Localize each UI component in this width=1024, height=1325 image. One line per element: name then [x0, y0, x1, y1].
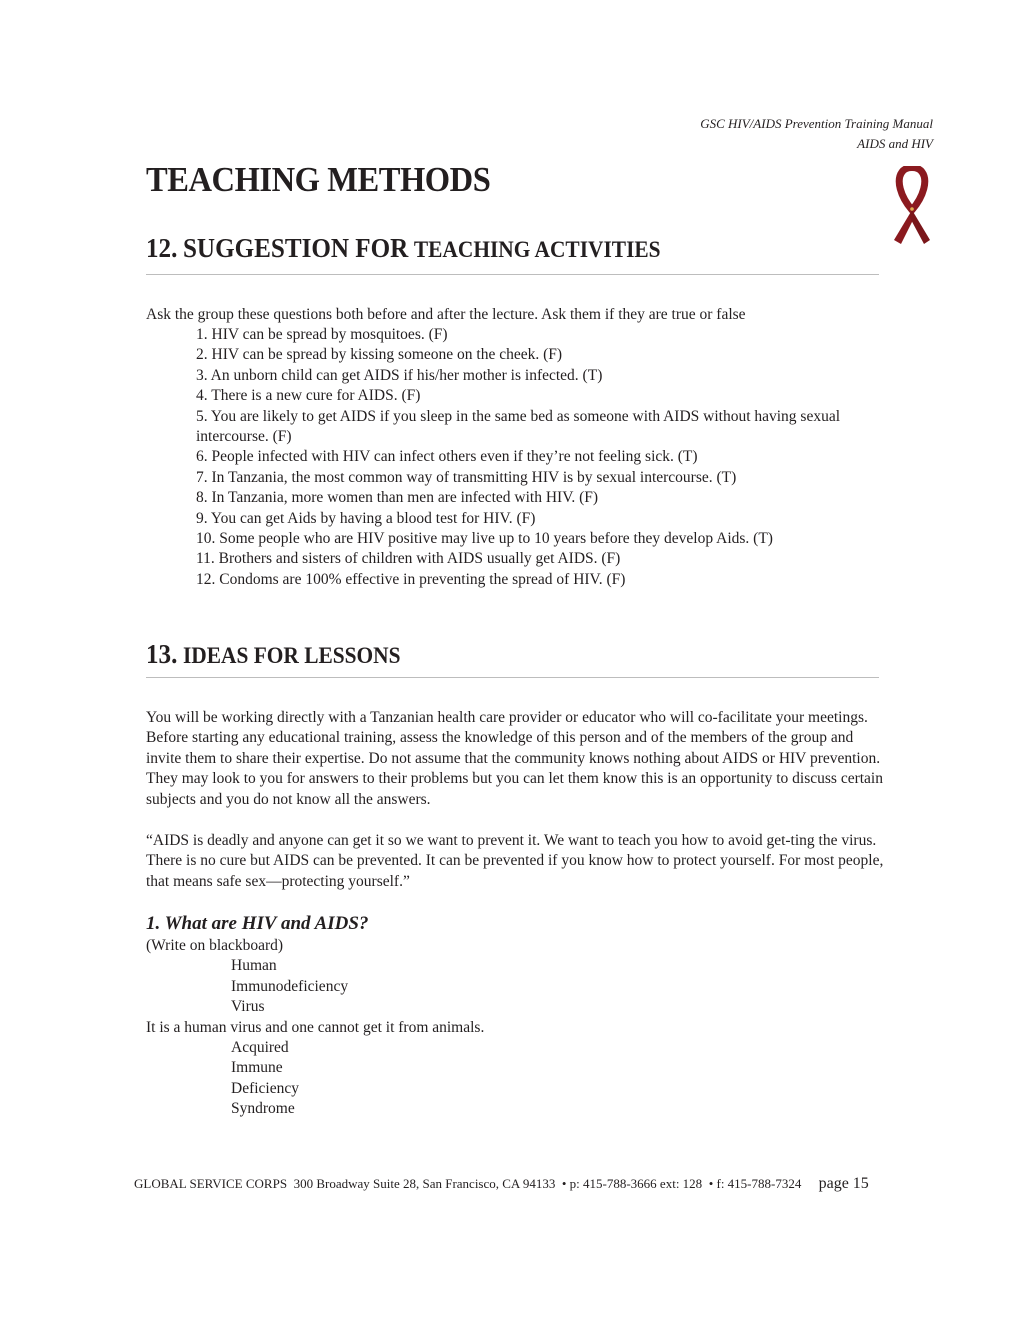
- quiz-question: 4. There is a new cure for AIDS. (F): [196, 387, 421, 405]
- page-title: TEACHING METHODS: [146, 160, 491, 199]
- quiz-question: 7. In Tanzania, the most common way of transmitting HIV is by sexual intercourse. (T): [196, 468, 737, 486]
- quiz-questions: [196, 325, 886, 590]
- acronym-word: Immune: [231, 1059, 283, 1077]
- footer-address: 300 Broadway Suite 28, San Francisco, CA 94133: [293, 1176, 556, 1191]
- manual-title: GSC HIV/AIDS Prevention Training Manual: [700, 116, 933, 131]
- section-number: 12.: [146, 233, 178, 263]
- page-number: page 15: [818, 1175, 869, 1192]
- quiz-intro: Ask the group these questions both before and after the lecture. Ask them if they are true or false: [146, 306, 746, 323]
- acronym-word: Immunodeficiency: [231, 977, 349, 995]
- section-13-heading: [146, 639, 401, 671]
- acronym-word: Acquired: [231, 1039, 289, 1057]
- chapter-title: AIDS and HIV: [857, 136, 933, 151]
- quiz-question: 9. You can get Aids by having a blood test for HIV. (F): [196, 509, 536, 527]
- quote-block: [146, 831, 886, 892]
- quiz-question: 3. An unborn child can get AIDS if his/her mother is infected. (T): [196, 366, 603, 384]
- footer-org: GLOBAL SERVICE CORPS: [134, 1176, 288, 1191]
- acronym-word: Human: [231, 957, 277, 975]
- acronym-word: Virus: [231, 998, 265, 1016]
- quiz-question: 8. In Tanzania, more women than men are infected with HIV. (F): [196, 489, 599, 507]
- quote-paragraph: “AIDS is deadly and anyone can get it so we want to prevent it. We want to teach you how to avoid get-ting the virus. There is no cure but AIDS can be prevented. It can be prevented if you know how to protect yourself. For most people, that means safe sex—protecting yourself.”: [146, 832, 884, 890]
- quiz-question: 1. HIV can be spread by mosquitoes. (F): [196, 326, 448, 343]
- section-title: IDEAS FOR LESSONS: [182, 643, 401, 668]
- acronym-word: Deficiency: [231, 1079, 299, 1097]
- quiz-question: 2. HIV can be spread by kissing someone on the cheek. (F): [196, 346, 563, 364]
- running-header: [700, 114, 933, 154]
- footer-fax: • f: 415-788-7324: [708, 1176, 802, 1191]
- quiz-question: 10. Some people who are HIV positive may live up to 10 years before they develop Aids. (T): [196, 530, 773, 548]
- page-footer: [134, 1174, 869, 1194]
- section-12-heading: [146, 233, 661, 265]
- acronym-block: [146, 936, 484, 1120]
- section-number: 13.: [146, 639, 178, 669]
- section-title-part1: SUGGESTION FOR: [182, 233, 409, 263]
- footer-phone: • p: 415-788-3666 ext: 128: [561, 1176, 703, 1191]
- red-ribbon-icon: [886, 166, 938, 246]
- quiz-question: 12. Condoms are 100% effective in preventing the spread of HIV. (F): [196, 570, 626, 588]
- statement: It is a human virus and one cannot get it from animals.: [146, 1018, 485, 1036]
- subsection-heading: 1. What are HIV and AIDS?: [146, 913, 369, 934]
- lessons-intro-block: [146, 708, 886, 810]
- section-title-part2: TEACHING ACTIVITIES: [413, 237, 661, 262]
- quiz-question: 11. Brothers and sisters of children with AIDS usually get AIDS. (F): [196, 550, 621, 568]
- blackboard-note: (Write on blackboard): [146, 937, 284, 954]
- section-divider: [146, 274, 879, 275]
- quiz-question: 6. People infected with HIV can infect others even if they’re not feeling sick. (T): [196, 448, 698, 466]
- acronym-word: Syndrome: [231, 1100, 295, 1118]
- quiz-question: 5. You are likely to get AIDS if you sleep in the same bed as someone with AIDS without having sexual intercourse. (F): [196, 407, 841, 446]
- section-divider: [146, 677, 879, 678]
- lessons-paragraph: You will be working directly with a Tanzanian health care provider or educator who will co-facilitate your meetings. Before starting any educational training, assess the knowledge of this person and of the members of the group and invite them to share their expertise. Do not assume that the community knows nothing about AIDS or HIV prevention. They may look to you for answers to their problems but you can let them know this is an opportunity to discuss certain subjects and you do not know all the answers.: [146, 709, 883, 808]
